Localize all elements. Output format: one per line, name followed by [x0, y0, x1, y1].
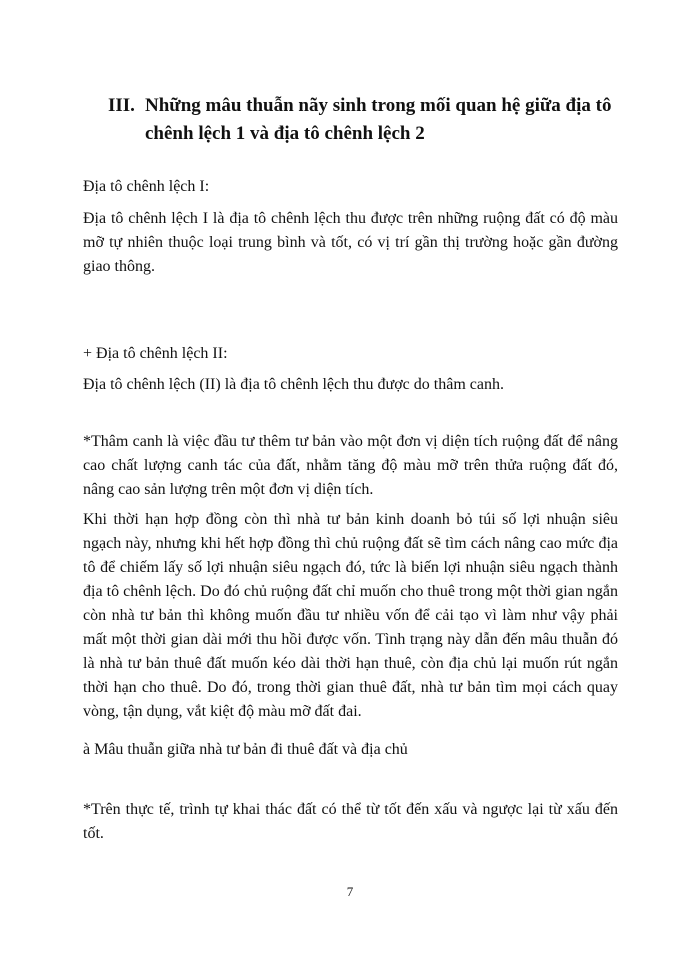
page-number: 7 — [346, 884, 354, 899]
paragraph-subtitle-rent-1: Địa tô chênh lệch I: — [83, 178, 210, 195]
paragraph-definition-rent-1: Địa tô chênh lệch I là địa tô chênh lệch thu được trên những ruộng đất có độ màu mỡ tự nhiên thuộc loại trung bình và tốt, có vị trí gần thị trường hoặc gần đường giao thông. — [83, 210, 618, 275]
section-heading — [108, 92, 628, 148]
paragraph-land-order: *Trên thực tế, trình tự khai thác đất có thể từ tốt đến xấu và ngược lại từ xấu đến tốt. — [83, 801, 618, 842]
paragraph-conflict-conclusion: à Mâu thuẫn giữa nhà tư bản đi thuê đất và địa chủ — [83, 741, 408, 758]
paragraph-intensive-farming: *Thâm canh là việc đầu tư thêm tư bản vào một đơn vị diện tích ruộng đất để nâng cao chất lượng canh tác của đất, nhằm tăng độ màu mỡ trên thửa ruộng đất đó, nâng cao sản lượng trên một đơn vị diện tích. — [83, 433, 618, 498]
section-number: III. — [108, 95, 135, 116]
paragraph-contract-conflict: Khi thời hạn hợp đồng còn thì nhà tư bản kinh doanh bỏ túi số lợi nhuận siêu ngạch này, nhưng khi hết hợp đồng thì chủ ruộng đất sẽ tìm cách nâng cao mức địa tô để chiếm lấy số lợi nhuận siêu ngạch đó, tức là biến lợi nhuận siêu ngạch thành địa tô chênh lệch. Do đó chủ ruộng đất chỉ muốn cho thuê trong một thời gian ngắn còn nhà tư bản thì không muốn đầu tư nhiều vốn để cải tạo vì làm như vậy phải mất một thời gian dài mới thu hồi được vốn. Tình trạng này dẫn đến mâu thuẫn đó là nhà tư bản thuê đất muốn kéo dài thời hạn thuê, còn địa chủ lại muốn rút ngắn thời hạn cho thuê. Do đó, trong thời gian thuê đất, nhà tư bản tìm mọi cách quay vòng, tận dụng, vắt kiệt độ màu mỡ đất đai. — [83, 511, 618, 720]
paragraph-definition-rent-2: Địa tô chênh lệch (II) là địa tô chênh lệch thu được do thâm canh. — [83, 376, 504, 393]
section-title: Những mâu thuẫn nãy sinh trong mối quan hệ giữa địa tô chênh lệch 1 và địa tô chênh lệch 2 — [145, 95, 612, 144]
paragraph-subtitle-rent-2: + Địa tô chênh lệch II: — [83, 345, 228, 362]
